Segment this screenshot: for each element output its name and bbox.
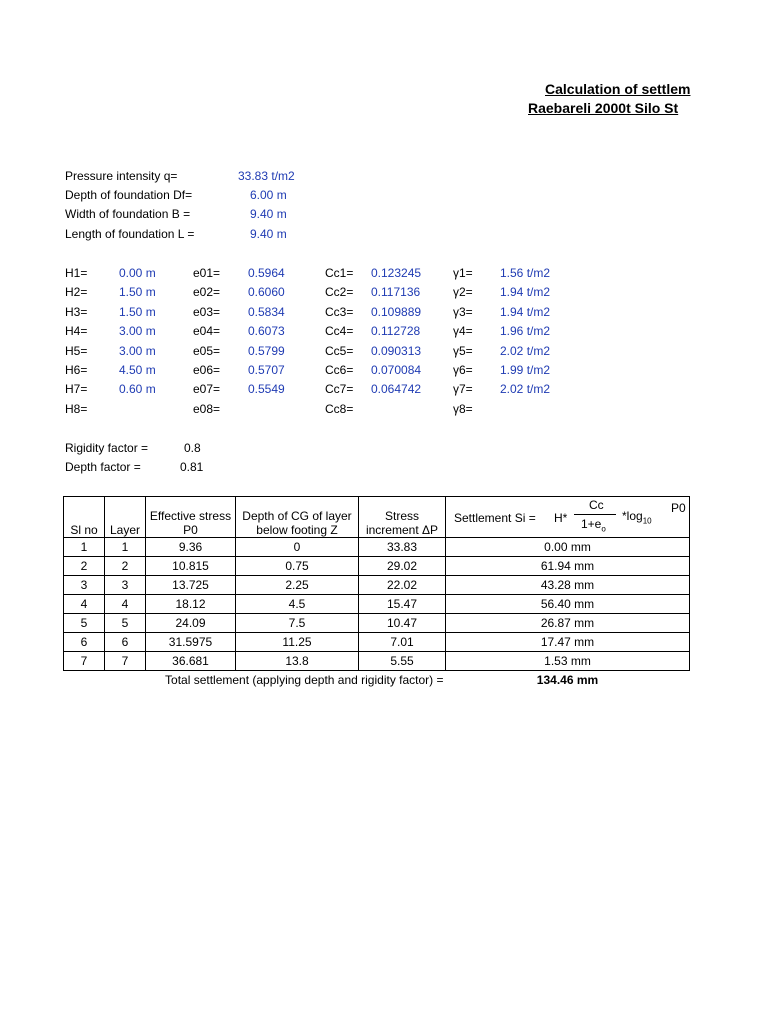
cell-settlement: 43.28 mm xyxy=(446,576,690,595)
layer-e0-value: 0.6060 xyxy=(248,285,285,300)
cell-slno: 4 xyxy=(64,595,105,614)
layer-cc-label: Cc2= xyxy=(325,285,354,300)
total-label: Total settlement (applying depth and rigidity factor) = xyxy=(165,672,444,687)
layer-e0-value: 0.5834 xyxy=(248,304,285,319)
table-row xyxy=(64,557,690,576)
cell-stress-increment: 33.83 xyxy=(359,538,446,557)
formula-cc: Cc xyxy=(589,498,604,512)
cell-settlement: 0.00 mm xyxy=(446,538,690,557)
title-line-2: Raebareli 2000t Silo St xyxy=(528,100,679,116)
layer-cc-value: 0.109889 xyxy=(371,304,422,319)
layer-cc-value: 0.090313 xyxy=(371,343,422,358)
cell-stress-increment: 29.02 xyxy=(359,557,446,576)
header-settlement-formula xyxy=(446,497,690,538)
layer-e0-label: e02= xyxy=(193,285,221,300)
table-row xyxy=(64,595,690,614)
header-layer: Layer xyxy=(105,497,146,538)
cell-settlement: 17.47 mm xyxy=(446,633,690,652)
layer-cc-label: Cc3= xyxy=(325,304,354,319)
layer-gamma-value: 1.94 t/m2 xyxy=(500,304,551,319)
layer-h-label: H4= xyxy=(65,324,88,339)
layer-e0-label: e01= xyxy=(193,266,221,280)
table-row xyxy=(64,633,690,652)
factor-value: 0.8 xyxy=(184,441,201,455)
layer-cc-value: 0.123245 xyxy=(371,266,422,280)
layer-h-value: 0.00 m xyxy=(119,266,156,280)
layer-h-label: H3= xyxy=(65,304,88,319)
layer-cc-value: 0.064742 xyxy=(371,382,422,397)
cell-settlement: 61.94 mm xyxy=(446,557,690,576)
factor-label: Rigidity factor = xyxy=(65,441,149,455)
layer-gamma-value: 2.02 t/m2 xyxy=(500,382,551,397)
cell-slno: 2 xyxy=(64,557,105,576)
layer-cc-label: Cc4= xyxy=(325,324,354,339)
layer-e0-label: e06= xyxy=(193,363,221,377)
cell-layer: 4 xyxy=(105,595,146,614)
settlement-label: Settlement Si = xyxy=(454,511,536,525)
input-label: Length of foundation L = xyxy=(65,227,195,241)
factor-label: Depth factor = xyxy=(65,460,141,474)
cell-stress-increment: 5.55 xyxy=(359,652,446,671)
input-value: 33.83 t/m2 xyxy=(238,169,295,183)
layer-gamma-value: 1.99 t/m2 xyxy=(500,363,551,377)
input-label: Depth of foundation Df= xyxy=(65,188,193,202)
input-label: Width of foundation B = xyxy=(65,207,191,221)
table-row xyxy=(64,576,690,595)
cell-depth-cg: 2.25 xyxy=(236,576,359,595)
layer-cc-label: Cc8= xyxy=(325,401,354,416)
cell-depth-cg: 11.25 xyxy=(236,633,359,652)
input-value: 9.40 m xyxy=(250,207,287,221)
cell-effective-stress: 31.5975 xyxy=(146,633,236,652)
formula-p0: P0 xyxy=(671,501,686,515)
table-row xyxy=(64,538,690,557)
table-header-row xyxy=(64,497,690,538)
layer-gamma-value: 1.94 t/m2 xyxy=(500,285,551,300)
total-row xyxy=(64,671,690,690)
title-line-1: Calculation of settlem xyxy=(545,81,691,97)
layer-h-label: H6= xyxy=(65,363,88,377)
header-stress-increment: Stress increment ΔP xyxy=(359,497,446,538)
cell-effective-stress: 36.681 xyxy=(146,652,236,671)
layer-h-label: H5= xyxy=(65,343,88,358)
layer-cc-value: 0.112728 xyxy=(371,324,421,339)
layer-cc-label: Cc5= xyxy=(325,343,354,358)
cell-effective-stress: 10.815 xyxy=(146,557,236,576)
input-value: 6.00 m xyxy=(250,188,287,202)
cell-effective-stress: 18.12 xyxy=(146,595,236,614)
layer-h-value: 3.00 m xyxy=(119,343,156,358)
cell-slno: 5 xyxy=(64,614,105,633)
formula-log: $*\log_{10}$ xyxy=(622,509,652,526)
header-effective-stress: Effective stress P0 xyxy=(146,497,236,538)
total-value: 134.46 mm xyxy=(536,672,599,687)
layer-e0-value: 0.5707 xyxy=(248,363,285,377)
layer-gamma-label: γ6= xyxy=(453,363,473,377)
cell-depth-cg: 0.75 xyxy=(236,557,359,576)
layer-gamma-value: 1.96 t/m2 xyxy=(500,324,551,339)
layer-h-value: 3.00 m xyxy=(119,324,156,339)
cell-slno: 7 xyxy=(64,652,105,671)
cell-effective-stress: 13.725 xyxy=(146,576,236,595)
cell-settlement: 26.87 mm xyxy=(446,614,690,633)
input-value: 9.40 m xyxy=(250,227,287,241)
settlement-table xyxy=(63,496,690,689)
layer-h-value: 0.60 m xyxy=(119,382,156,397)
cell-depth-cg: 4.5 xyxy=(236,595,359,614)
input-label: Pressure intensity q= xyxy=(65,169,178,183)
layer-e0-value: 0.5964 xyxy=(248,266,285,280)
cell-layer: 2 xyxy=(105,557,146,576)
layer-cc-value: 0.070084 xyxy=(371,363,422,377)
cell-stress-increment: 15.47 xyxy=(359,595,446,614)
cell-slno: 6 xyxy=(64,633,105,652)
formula-fraction-line xyxy=(574,514,616,515)
table-row xyxy=(64,614,690,633)
layer-e0-label: e07= xyxy=(193,382,221,397)
layer-gamma-value: 1.56 t/m2 xyxy=(500,266,551,280)
factor-value: 0.81 xyxy=(180,460,204,474)
cell-layer: 3 xyxy=(105,576,146,595)
layer-cc-value: 0.117136 xyxy=(371,285,421,300)
cell-slno: 3 xyxy=(64,576,105,595)
layer-gamma-label: γ3= xyxy=(453,304,473,319)
layer-e0-label: e04= xyxy=(193,324,221,339)
cell-stress-increment: 10.47 xyxy=(359,614,446,633)
cell-slno: 1 xyxy=(64,538,105,557)
header-depth-cg: Depth of CG of layer below footing Z xyxy=(236,497,359,538)
layer-e0-label: e03= xyxy=(193,304,221,319)
layer-gamma-label: γ5= xyxy=(453,343,473,358)
formula-denominator: $1+e_o$ xyxy=(581,517,606,534)
cell-layer: 7 xyxy=(105,652,146,671)
layer-gamma-value: 2.02 t/m2 xyxy=(500,343,551,358)
layer-gamma-label: γ4= xyxy=(453,324,473,339)
cell-depth-cg: 13.8 xyxy=(236,652,359,671)
cell-effective-stress: 24.09 xyxy=(146,614,236,633)
layer-e0-label: e08= xyxy=(193,401,221,416)
layer-h-value: 4.50 m xyxy=(119,363,156,377)
cell-depth-cg: 7.5 xyxy=(236,614,359,633)
cell-settlement: 56.40 mm xyxy=(446,595,690,614)
layer-h-value: 1.50 m xyxy=(119,304,156,319)
cell-layer: 6 xyxy=(105,633,146,652)
layer-h-label: H8= xyxy=(65,401,88,416)
layer-gamma-label: γ2= xyxy=(453,285,473,300)
formula-h: H* xyxy=(554,511,568,525)
table-row xyxy=(64,652,690,671)
layer-cc-label: Cc6= xyxy=(325,363,354,377)
cell-settlement: 1.53 mm xyxy=(446,652,690,671)
layer-e0-value: 0.5549 xyxy=(248,382,285,397)
layer-gamma-label: γ1= xyxy=(453,266,473,280)
header-slno: Sl no xyxy=(64,497,105,538)
cell-depth-cg: 0 xyxy=(236,538,359,557)
layer-cc-label: Cc1= xyxy=(325,266,354,280)
cell-stress-increment: 22.02 xyxy=(359,576,446,595)
cell-effective-stress: 9.36 xyxy=(146,538,236,557)
cell-layer: 1 xyxy=(105,538,146,557)
layer-h-value: 1.50 m xyxy=(119,285,156,300)
layer-h-label: H7= xyxy=(65,382,88,397)
layer-h-label: H1= xyxy=(65,266,88,280)
cell-stress-increment: 7.01 xyxy=(359,633,446,652)
layer-h-label: H2= xyxy=(65,285,88,300)
layer-e0-value: 0.5799 xyxy=(248,343,285,358)
layer-gamma-label: γ8= xyxy=(453,401,473,416)
layer-e0-value: 0.6073 xyxy=(248,324,285,339)
cell-layer: 5 xyxy=(105,614,146,633)
layer-e0-label: e05= xyxy=(193,343,221,358)
layer-gamma-label: γ7= xyxy=(453,382,473,397)
layer-cc-label: Cc7= xyxy=(325,382,354,397)
